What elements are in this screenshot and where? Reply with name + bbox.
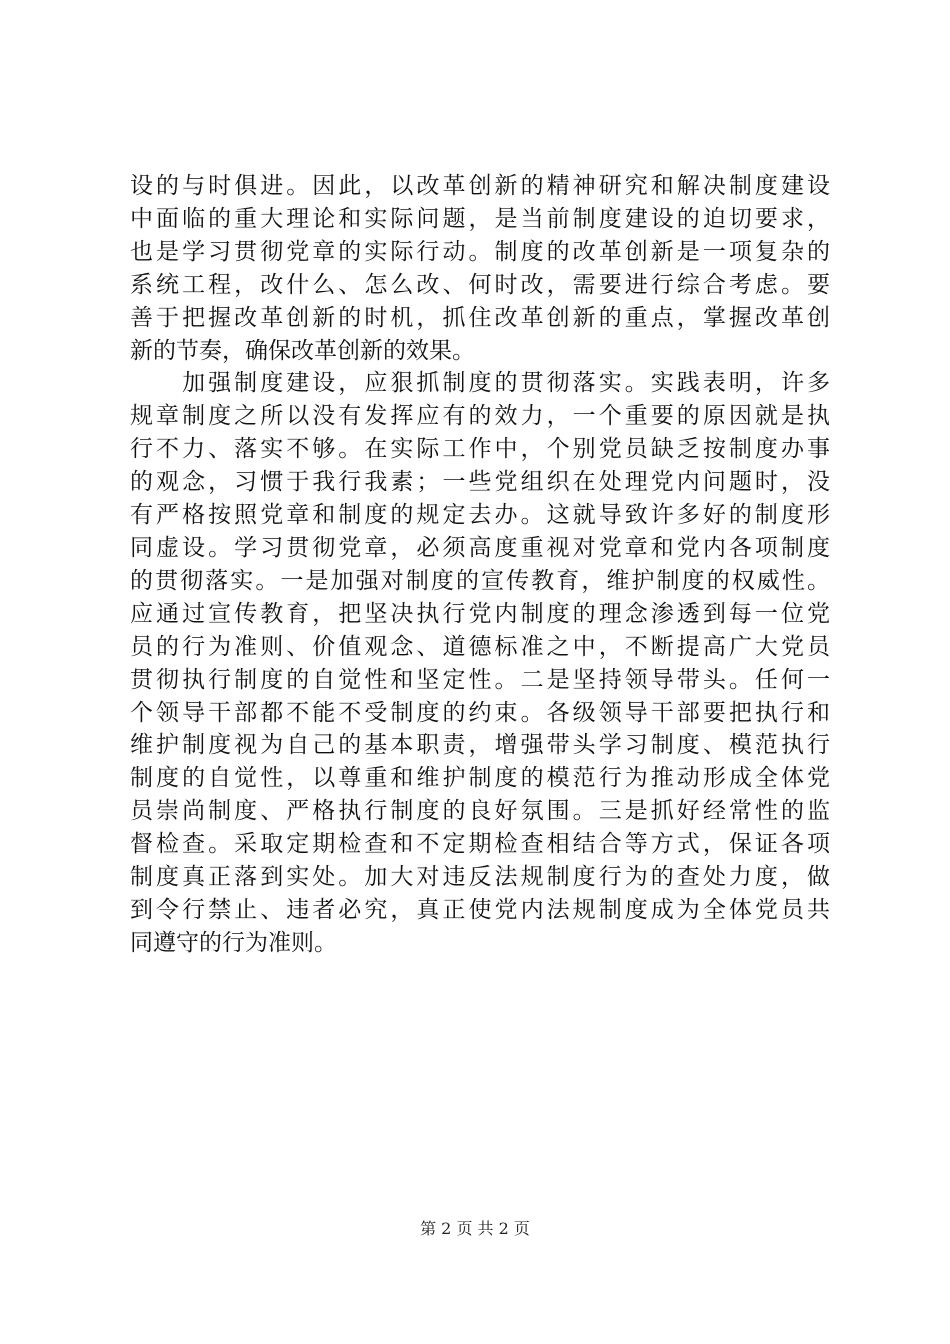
text-line: 中面临的重大理论和实际问题，是当前制度建设的迫切要求， — [130, 205, 830, 232]
text-line: 维护制度视为自己的基本职责，增强带头学习制度、模范执行 — [130, 732, 830, 759]
text-line: 系统工程，改什么、怎么改、何时改，需要进行综合考虑。要 — [130, 271, 830, 298]
text-line: 设的与时俱进。因此，以改革创新的精神研究和解决制度建设 — [130, 173, 830, 199]
text-line: 员的行为准则、价值观念、道德标准之中，不断提高广大党员 — [130, 633, 830, 660]
paragraph-1 — [130, 170, 830, 367]
text-line: 应通过宣传教育，把坚决执行党内制度的理念渗透到每一位党 — [130, 600, 830, 627]
text-line: 员崇尚制度、严格执行制度的良好氛围。三是抓好经常性的监 — [130, 798, 830, 825]
text-line: 也是学习贯彻党章的实际行动。制度的改革创新是一项复杂的 — [130, 238, 830, 265]
text-line: 督检查。采取定期检查和不定期检查相结合等方式，保证各项 — [130, 831, 830, 858]
text-line: 同遵守的行为准则。 — [130, 929, 337, 956]
text-line: 制度的自觉性，以尊重和维护制度的模范行为推动形成全体党 — [130, 765, 830, 792]
text-line: 的观念，习惯于我行我素；一些党组织在处理党内问题时，没 — [130, 469, 830, 496]
document-body — [130, 170, 830, 960]
text-line: 个领导干部都不能不受制度的约束。各级领导干部要把执行和 — [130, 699, 830, 726]
paragraph-2 — [130, 367, 830, 959]
text-line: 同虚设。学习贯彻党章，必须高度重视对党章和党内各项制度 — [130, 534, 830, 561]
text-line: 规章制度之所以没有发挥应有的效力，一个重要的原因就是执 — [130, 403, 830, 430]
text-line: 加强制度建设，应狠抓制度的贯彻落实。实践表明，许多 — [130, 370, 830, 397]
text-line: 新的节奏，确保改革创新的效果。 — [130, 337, 475, 364]
page-number-footer: 第 2 页 共 2 页 — [420, 1219, 530, 1238]
text-line: 到令行禁止、违者必究，真正使党内法规制度成为全体党员共 — [130, 896, 830, 923]
text-line: 贯彻执行制度的自觉性和坚定性。二是坚持领导带头。任何一 — [130, 666, 830, 693]
text-line: 善于把握改革创新的时机，抓住改革创新的重点，掌握改革创 — [130, 304, 830, 331]
text-line: 有严格按照党章和制度的规定去办。这就导致许多好的制度形 — [130, 502, 830, 529]
text-line: 制度真正落到实处。加大对违反法规制度行为的查处力度，做 — [130, 864, 830, 891]
text-line: 的贯彻落实。一是加强对制度的宣传教育，维护制度的权威性。 — [130, 567, 830, 594]
text-line: 行不力、落实不够。在实际工作中，个别党员缺乏按制度办事 — [130, 436, 830, 463]
